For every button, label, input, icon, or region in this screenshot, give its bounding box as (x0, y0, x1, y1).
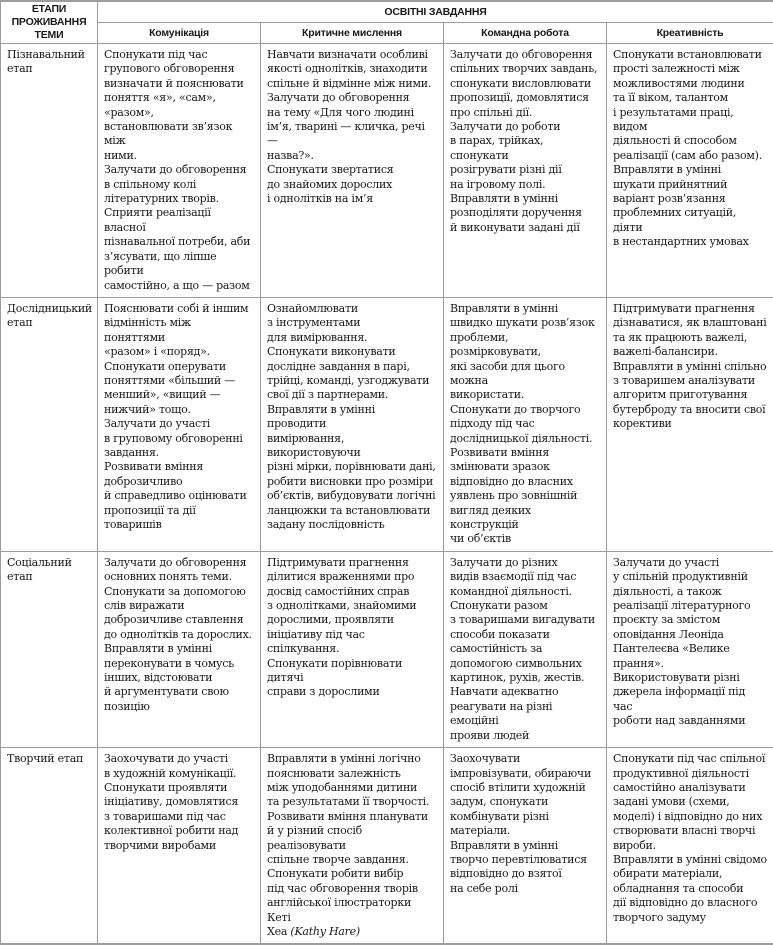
table-row (1, 297, 773, 551)
table-row (1, 44, 773, 298)
table-cell: Ознайомлювати з інструментами для вимірювання. Спонукати виконувати дослідне завдання в парі, трійці, команді, узгоджувати свої дії з партнерами. Вправляти в умінні проводити вимірювання, використовуючи різні мірки, порівнювати дані, робити висновки про розміри об’єктів, вибудовувати логічні ланцюжки та встановлювати задану послідовність (261, 297, 444, 551)
table-row (1, 551, 773, 747)
table-cell: Спонукати під час групового обговорення визначати й пояснювати поняття «я», «сам», «разом», встановлювати зв’язок між ними. Залучати до обговорення в спільному колі літературних творів. Сприяти реалізації власної пізнавальної потреби, аби з’ясувати, що ліпше робити самостійно, а що — разом (98, 44, 261, 298)
italic-note: (Kathy Hare) (290, 925, 360, 938)
stage-column-header: ЕТАПИ ПРОЖИВАННЯ ТЕМИ (1, 1, 98, 44)
table-cell (261, 748, 444, 945)
cell-text: Вправляти в умінні логічно пояснювати залежність між уподобаннями дитини та результатами її творчості. Розвивати вміння планувати й у різний спосіб реалізовувати спільне творче завдання. Спонукати робити вибір під час обговорення творів англійської ілюстраторки Кеті Хеа (267, 752, 429, 938)
stage-cell: Дослідницький етап (1, 297, 98, 551)
table-cell: Підтримувати прагнення ділитися враженнями про досвід самостійних справ з однолітками, знайомими дорослими, проявляти ініціативу під час спілкування. Спонукати порівнювати дитячі справи з дорослими (261, 551, 444, 747)
table-cell: Вправляти в умінні швидко шукати розв’язок проблеми, розмірковувати, які засоби для цього можна використати. Спонукати до творчого підходу під час дослідницької діяльності. Розвивати вміння змінювати зразок відповідно до власних уявлень про зовнішній вигляд деяких конструкцій чи об’єктів (444, 297, 607, 551)
column-header-creativity: Креативність (607, 23, 773, 44)
table-cell: Залучати до обговорення спільних творчих завдань, спонукати висловлювати пропозиції, домовлятися про спільні дії. Залучати до роботи в парах, трійках, спонукати розігрувати різні дії на ігровому полі. Вправляти в умінні розподіляти доручення й виконувати задані дії (444, 44, 607, 298)
column-header-communication: Комунікація (98, 23, 261, 44)
table-cell: Заохочувати до участі в художній комунікації. Спонукати проявляти ініціативу, домовлятися з товаришами під час колективної робити над творчими виробами (98, 748, 261, 945)
header-row-top (1, 1, 773, 23)
column-header-critical-thinking: Критичне мислення (261, 23, 444, 44)
table-cell: Заохочувати імпровізувати, обираючи спосіб втілити художній задум, спонукати комбінувати різні матеріали. Вправляти в умінні творчо перевтілюватися відповідно до взятої на себе ролі (444, 748, 607, 945)
table-cell: Залучати до обговорення основних понять теми. Спонукати за допомогою слів виражати доброзичливе ставлення до однолітків та дорослих. Вправляти в умінні переконувати в чомусь інших, відстоювати й аргументувати свою позицію (98, 551, 261, 747)
table-cell: Залучати до участі у спільній продуктивній діяльності, а також реалізації літературного проєкту за змістом оповідання Леоніда Пантелеєва «Велике прання». Використовувати різні джерела інформації під час роботи над завданнями (607, 551, 773, 747)
stage-cell: Творчий етап (1, 748, 98, 945)
educational-tasks-header: ОСВІТНІ ЗАВДАННЯ (98, 1, 773, 23)
table-cell: Підтримувати прагнення дізнаватися, як влаштовані та як працюють важелі, важелі-балансири. Вправляти в умінні спільно з товаришем аналізувати алгоритм приготування бутерброду та вносити свої корективи (607, 297, 773, 551)
header-row-columns (1, 23, 773, 44)
column-header-teamwork: Командна робота (444, 23, 607, 44)
table-cell: Спонукати встановлювати прості залежності між можливостями людини та її віком, талантом і результатами праці, видом діяльності й способом реалізації (сам або разом). Вправляти в умінні шукати прийнятний варіант розв’язання проблемних ситуацій, діяти в нестандартних умовах (607, 44, 773, 298)
stage-cell: Пізнавальний етап (1, 44, 98, 298)
table-cell: Пояснювати собі й іншим відмінність між поняттями «разом» і «поряд». Спонукати оперувати поняттями «більший — менший», «вищий — нижчий» тощо. Залучати до участі в груповому обговоренні завдання. Розвивати вміння доброзичливо й справедливо оцінювати пропозиції та дії товаришів (98, 297, 261, 551)
table-cell: Спонукати під час спільної продуктивної діяльності самостійно аналізувати задані умови (схеми, моделі) і відповідно до них створювати власні творчі вироби. Вправляти в умінні свідомо обирати матеріали, обладнання та способи дії відповідно до власного творчого задуму (607, 748, 773, 945)
stage-cell: Соціальний етап (1, 551, 98, 747)
table-row (1, 748, 773, 945)
table-cell: Залучати до різних видів взаємодії під час командної діяльності. Спонукати разом з товаришами вигадувати способи показати самостійність за допомогою символьних картинок, рухів, жестів. Навчати адекватно реагувати на різні емоційні прояви людей (444, 551, 607, 747)
table-cell: Навчати визначати особливі якості однолітків, знаходити спільне й відмінне між ними. Залучати до обговорення на тему «Для чого людині ім’я, тварині — кличка, речі — назва?». Спонукати звертатися до знайомих дорослих і однолітків на ім’я (261, 44, 444, 298)
